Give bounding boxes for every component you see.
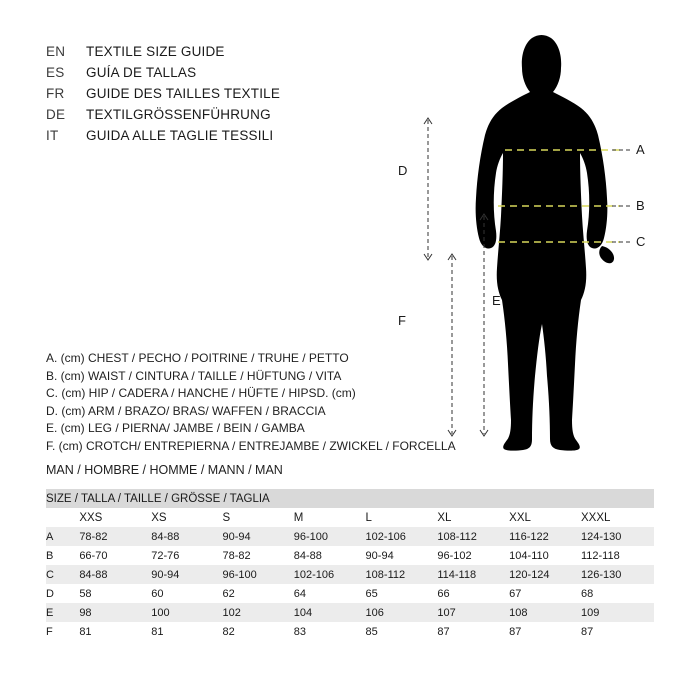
cell: 58 (79, 584, 151, 603)
table-header-row (46, 508, 654, 527)
cell: 87 (581, 622, 654, 641)
cell: 66 (437, 584, 509, 603)
cell: 124-130 (581, 527, 654, 546)
language-code: DE (46, 107, 66, 122)
column-header-s: S (223, 508, 294, 527)
table-title-row (46, 489, 654, 508)
row-label: C (46, 565, 79, 584)
cell: 96-100 (294, 527, 366, 546)
column-header-xl: XL (437, 508, 509, 527)
cell: 109 (581, 603, 654, 622)
cell: 98 (79, 603, 151, 622)
size-table (46, 489, 654, 641)
label-c: C (636, 234, 646, 249)
language-row (46, 86, 376, 107)
cell: 90-94 (151, 565, 222, 584)
cell: 72-76 (151, 546, 222, 565)
cell: 84-88 (151, 527, 222, 546)
language-title: GUÍA DE TALLAS (86, 65, 197, 80)
cell: 90-94 (366, 546, 438, 565)
language-code: ES (46, 65, 65, 80)
row-label: B (46, 546, 79, 565)
cell: 81 (151, 622, 222, 641)
legend-item-a: A. (cm) CHEST / PECHO / POITRINE / TRUHE / PETTO (46, 351, 349, 365)
cell: 112-118 (581, 546, 654, 565)
row-label: F (46, 622, 79, 641)
legend-item-b: B. (cm) WAIST / CINTURA / TAILLE / HÜFTUNG / VITA (46, 368, 342, 383)
cell: 96-102 (437, 546, 509, 565)
cell: 84-88 (294, 546, 366, 565)
table-row (46, 546, 654, 565)
cell: 114-118 (437, 565, 509, 584)
cell: 120-124 (509, 565, 581, 584)
cell: 116-122 (509, 527, 581, 546)
language-title: GUIDE DES TAILLES TEXTILE (86, 86, 281, 101)
cell: 106 (366, 603, 438, 622)
cell: 102-106 (294, 565, 366, 584)
cell: 104 (294, 603, 366, 622)
cell: 126-130 (581, 565, 654, 584)
column-header-xxxl: XXXL (581, 508, 654, 527)
column-header-xxs: XXS (79, 508, 151, 527)
cell: 107 (437, 603, 509, 622)
cell: 68 (581, 584, 654, 603)
cell: 85 (366, 622, 438, 641)
cell: 87 (509, 622, 581, 641)
cell: 83 (294, 622, 366, 641)
dimension-crotch (448, 254, 456, 436)
table-row (46, 622, 654, 641)
row-label: E (46, 603, 79, 622)
cell: 81 (79, 622, 151, 641)
cell: 102-106 (366, 527, 438, 546)
body-measurement-diagram (380, 20, 680, 460)
gender-label: MAN / HOMBRE / HOMME / MANN / MAN (46, 463, 283, 477)
legend-item-e: E. (cm) LEG / PIERNA/ JAMBE / BEIN / GAMBA (46, 421, 305, 435)
column-header-xs: XS (151, 508, 222, 527)
cell: 65 (366, 584, 438, 603)
table-row (46, 584, 654, 603)
language-title-list (46, 44, 376, 149)
language-title: TEXTILGRÖSSENFÜHRUNG (86, 107, 271, 122)
row-label: A (46, 527, 79, 546)
cell: 84-88 (79, 565, 151, 584)
legend-item-c: C. (cm) HIP / CADERA / HANCHE / HÜFTE / HIPSD. (cm) (46, 386, 356, 400)
cell: 60 (151, 584, 222, 603)
cell: 108-112 (437, 527, 509, 546)
cell: 102 (223, 603, 294, 622)
label-b: B (636, 198, 645, 213)
language-row (46, 128, 376, 149)
cell: 67 (509, 584, 581, 603)
language-row (46, 65, 376, 86)
table-row (46, 565, 654, 584)
cell: 108 (509, 603, 581, 622)
column-header-m: M (294, 508, 366, 527)
column-header-xxl: XXL (509, 508, 581, 527)
column-header-l: L (366, 508, 438, 527)
cell: 108-112 (366, 565, 438, 584)
legend-item-f: F. (cm) CROTCH/ ENTREPIERNA / ENTREJAMBE / ZWICKEL / FORCELLA (46, 438, 456, 453)
dimension-arm (424, 118, 432, 260)
legend-item-d: D. (cm) ARM / BRAZO/ BRAS/ WAFFEN / BRACCIA (46, 403, 326, 418)
cell: 96-100 (223, 565, 294, 584)
cell: 62 (223, 584, 294, 603)
language-row (46, 107, 376, 128)
label-d: D (398, 163, 408, 178)
table-row (46, 603, 654, 622)
language-code: IT (46, 128, 59, 143)
column-header-blank (46, 508, 79, 527)
cell: 100 (151, 603, 222, 622)
label-a: A (636, 142, 645, 157)
row-label: D (46, 584, 79, 603)
table-title: SIZE / TALLA / TAILLE / GRÖSSE / TAGLIA (46, 489, 654, 508)
label-e: E (492, 293, 501, 308)
language-code: FR (46, 86, 65, 101)
cell: 78-82 (223, 546, 294, 565)
cell: 82 (223, 622, 294, 641)
cell: 87 (437, 622, 509, 641)
language-title: GUIDA ALLE TAGLIE TESSILI (86, 128, 274, 143)
cell: 66-70 (79, 546, 151, 565)
cell: 78-82 (79, 527, 151, 546)
label-f: F (398, 313, 406, 328)
callout-lines (612, 150, 630, 242)
cell: 64 (294, 584, 366, 603)
male-silhouette-icon (476, 35, 614, 451)
language-code: EN (46, 44, 66, 59)
language-title: TEXTILE SIZE GUIDE (86, 44, 225, 59)
table-row (46, 527, 654, 546)
language-row (46, 44, 376, 65)
cell: 104-110 (509, 546, 581, 565)
cell: 90-94 (223, 527, 294, 546)
